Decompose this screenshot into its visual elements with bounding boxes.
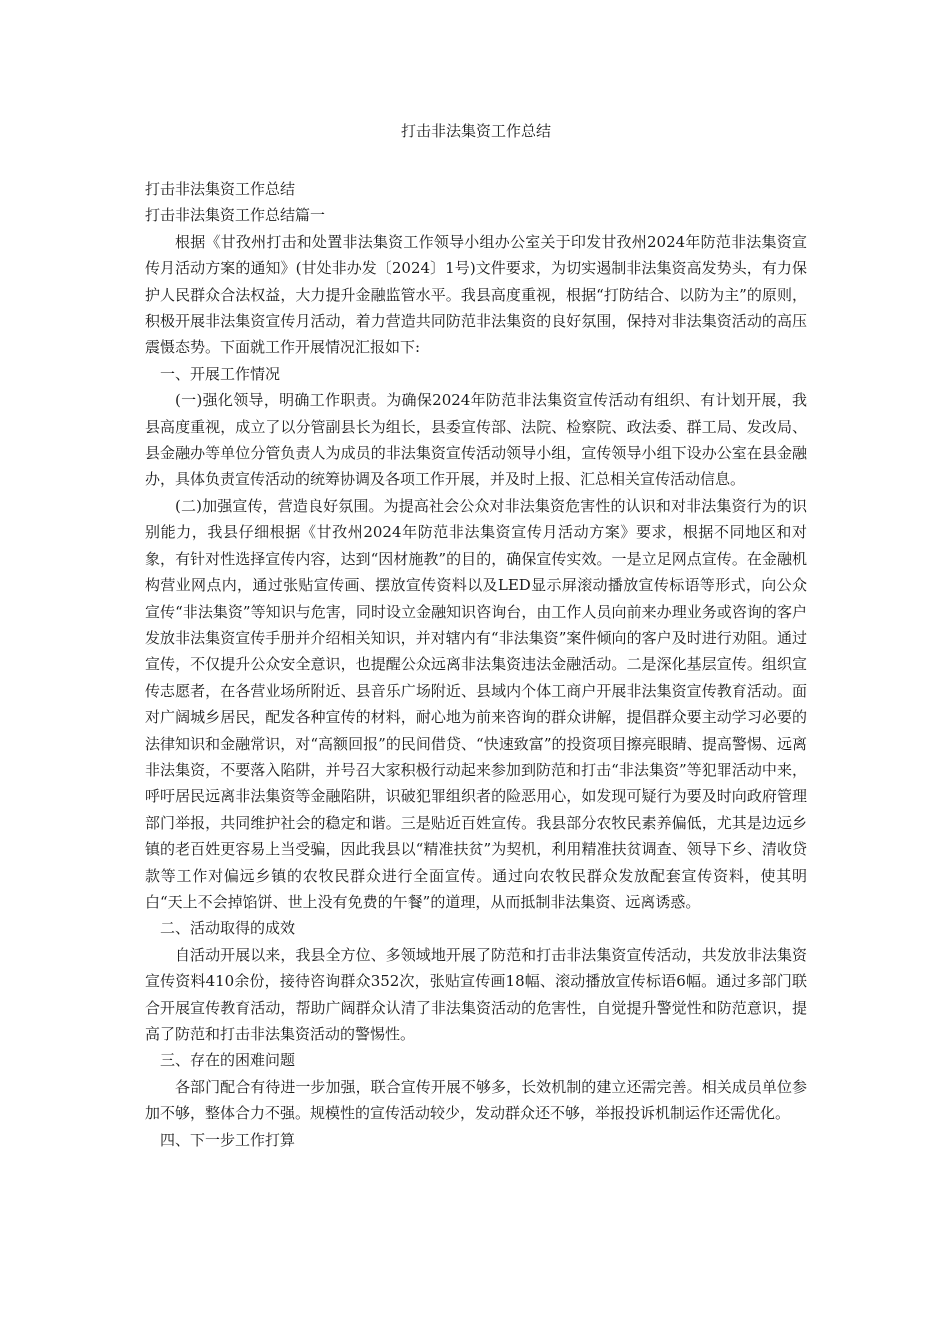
subtitle-line-2: 打击非法集资工作总结篇一 <box>145 206 326 225</box>
intro-paragraph: 根据《甘孜州打击和处置非法集资工作领导小组办公室关于印发甘孜州2024年防范非法集资宣传月活动方案的通知》(甘处非办发〔2024〕1号)文件要求，为切实遏制非法集资高发势头，有力保护人民群众合法权益，大力提升金融监管水平。我县高度重视，根据“打防结合、以防为主”的原则，积极开展非法集资宣传月活动，着力营造共同防范非法集资的良好氛围，保持对非法集资活动的高压震慑态势。下面就工作开展情况汇报如下: <box>145 232 807 357</box>
subtitle-line-1: 打击非法集资工作总结 <box>145 180 296 198</box>
section-heading-4: 四、下一步工作打算 <box>160 1130 296 1149</box>
document-page <box>145 120 807 1153</box>
section-1-paragraph-1: (一)强化领导，明确工作职责。为确保2024年防范非法集资宣传活动有组织、有计划开展，我县高度重视，成立了以分管副县长为组长，县委宣传部、法院、检察院、政法委、群工局、发改局、县金融办等单位分管负责人为成员的非法集资宣传活动领导小组，宣传领导小组下设办公室在县金融办，具体负责宣传活动的统筹协调及各项工作开展，并及时上报、汇总相关宣传活动信息。 <box>145 391 807 489</box>
section-heading-1: 一、开展工作情况 <box>160 364 281 383</box>
section-heading-2: 二、活动取得的成效 <box>160 919 296 938</box>
section-3-paragraph-1: 各部门配合有待进一步加强，联合宣传开展不够多，长效机制的建立还需完善。相关成员单位参加不够，整体合力不强。规模性的宣传活动较少，发动群众还不够，举报投诉机制运作还需优化。 <box>145 1077 807 1123</box>
section-1-paragraph-2: (二)加强宣传，营造良好氛围。为提高社会公众对非法集资危害性的认识和对非法集资行为的识别能力，我县仔细根据《甘孜州2024年防范非法集资宣传月活动方案》要求，根据不同地区和对象，有针对性选择宣传内容，达到“因材施教”的目的，确保宣传实效。一是立足网点宣传。在金融机构营业网点内，通过张贴宣传画、摆放宣传资料以及LED显示屏滚动播放宣传标语等形式，向公众宣传“非法集资”等知识与危害，同时设立金融知识咨询台，由工作人员向前来办理业务或咨询的客户发放非法集资宣传手册并介绍相关知识，并对辖内有“非法集资”案件倾向的客户及时进行劝阻。通过宣传，不仅提升公众安全意识，也提醒公众远离非法集资违法金融活动。二是深化基层宣传。组织宣传志愿者，在各营业场所附近、县音乐广场附近、县域内个体工商户开展非法集资宣传教育活动。面对广阔城乡居民，配发各种宣传的材料，耐心地为前来咨询的群众讲解，提倡群众要主动学习必要的法律知识和金融常识，对“高额回报”的民间借贷、“快速致富”的投资项目擦亮眼睛、提高警惕、远离非法集资，不要落入陷阱，并号召大家积极行动起来参加到防范和打击“非法集资”等犯罪活动中来，呼吁居民远离非法集资等金融陷阱，识破犯罪组织者的险恶用心，如发现可疑行为要及时向政府管理部门举报，共同维护社会的稳定和谐。三是贴近百姓宣传。我县部分农牧民素养偏低，尤其是边远乡镇的老百姓更容易上当受骗，因此我县以“精准扶贫”为契机，利用精准扶贫调查、领导下乡、清收贷款等工作对偏远乡镇的农牧民群众进行全面宣传。通过向农牧民群众发放配套宣传资料，使其明白“天上不会掉馅饼、世上没有免费的午餐”的道理，从而抵制非法集资、远离诱惑。 <box>145 496 807 911</box>
section-heading-3: 三、存在的困难问题 <box>160 1051 296 1070</box>
document-title: 打击非法集资工作总结 <box>400 122 551 140</box>
section-2-paragraph-1: 自活动开展以来，我县全方位、多领域地开展了防范和打击非法集资宣传活动，共发放非法集资宣传资料410余份，接待咨询群众352次，张贴宣传画18幅、滚动播放宣传标语6幅。通过多部门联合开展宣传教育活动，帮助广阔群众认清了非法集资活动的危害性，自觉提升警觉性和防范意识，提高了防范和打击非法集资活动的警惕性。 <box>145 945 807 1043</box>
